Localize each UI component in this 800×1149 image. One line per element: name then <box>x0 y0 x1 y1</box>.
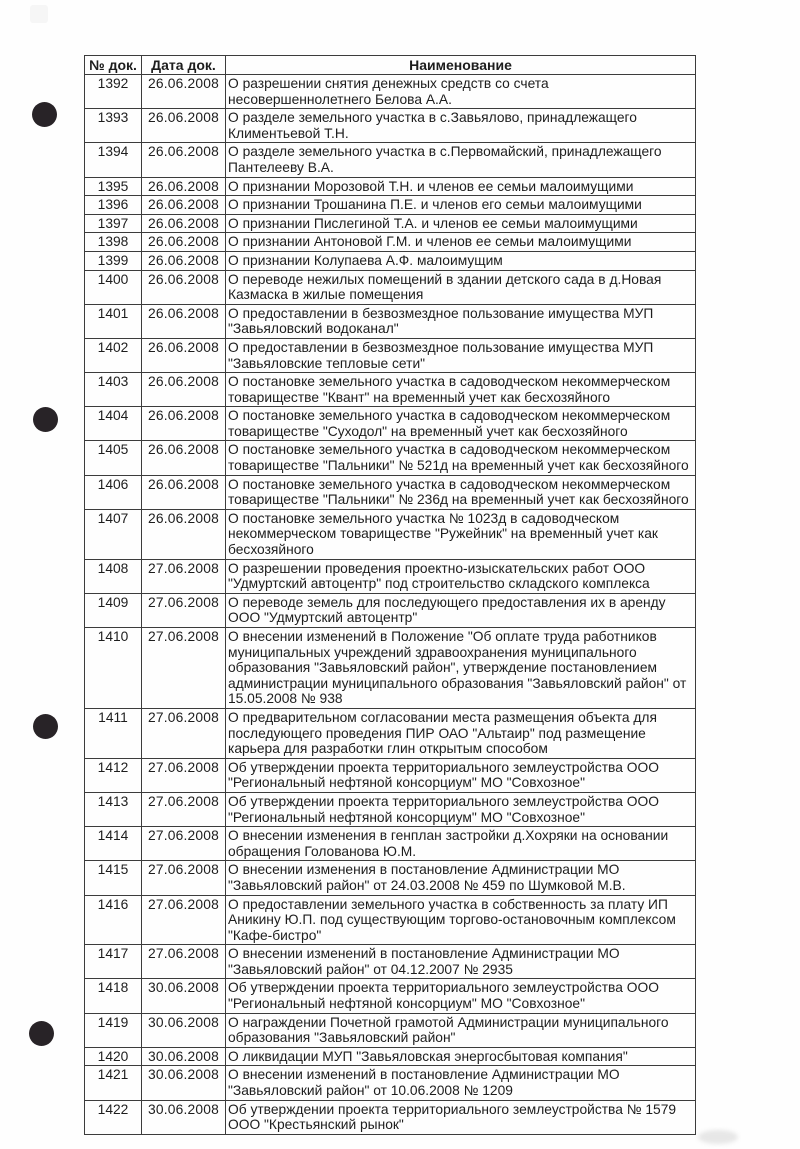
table-row <box>85 979 696 1013</box>
doc-date-cell: 26.06.2008 <box>142 109 226 143</box>
table-row <box>85 895 696 945</box>
doc-date-cell: 26.06.2008 <box>142 270 226 304</box>
table-row <box>85 251 696 270</box>
doc-date-cell: 30.06.2008 <box>142 1066 226 1100</box>
doc-number-cell: 1397 <box>85 214 142 233</box>
doc-title-cell: О разделе земельного участка в с.Завьялово, принадлежащего Климентьевой Т.Н. <box>226 109 696 143</box>
table-row <box>85 792 696 826</box>
doc-title-cell: Об утверждении проекта территориального землеустройства ООО "Региональный нефтяной консорциум" МО "Совхозное" <box>226 979 696 1013</box>
table-row <box>85 827 696 861</box>
table-row <box>85 143 696 177</box>
table-row <box>85 214 696 233</box>
doc-number-cell: 1394 <box>85 143 142 177</box>
column-header-doc-number: № док. <box>85 56 142 75</box>
doc-number-cell: 1414 <box>85 827 142 861</box>
table-row <box>85 1066 696 1100</box>
doc-title-cell: Об утверждении проекта территориального землеустройства ООО "Региональный нефтяной консорциум" МО "Совхозное" <box>226 758 696 792</box>
doc-title-cell: О предоставлении в безвозмездное пользование имущества МУП "Завьяловские тепловые сети" <box>226 338 696 372</box>
hole-punch-mark <box>33 714 58 739</box>
doc-number-cell: 1406 <box>85 475 142 509</box>
doc-title-cell: О переводе земель для последующего предоставления их в аренду ООО "Удмуртский автоцентр" <box>226 593 696 627</box>
doc-number-cell: 1407 <box>85 509 142 559</box>
table-row <box>85 509 696 559</box>
doc-title-cell: О переводе нежилых помещений в здании детского сада в д.Новая Казмаска в жилые помещения <box>226 270 696 304</box>
doc-title-cell: О внесении изменений в постановление Администрации МО "Завьяловский район" от 04.12.2007 № 2935 <box>226 945 696 979</box>
table-row <box>85 475 696 509</box>
doc-number-cell: 1411 <box>85 708 142 758</box>
doc-date-cell: 26.06.2008 <box>142 75 226 109</box>
doc-title-cell: О постановке земельного участка № 1023д в садоводческом некоммерческом товариществе "Ружейник" на временный учет как бесхозяйного <box>226 509 696 559</box>
doc-number-cell: 1405 <box>85 441 142 475</box>
doc-date-cell: 30.06.2008 <box>142 1047 226 1066</box>
doc-date-cell: 26.06.2008 <box>142 441 226 475</box>
doc-number-cell: 1415 <box>85 861 142 895</box>
table-body <box>85 75 696 1135</box>
doc-title-cell: О разделе земельного участка в с.Первомайский, принадлежащего Пантелееву В.А. <box>226 143 696 177</box>
doc-number-cell: 1418 <box>85 979 142 1013</box>
doc-title-cell: О внесении изменения в генплан застройки д.Хохряки на основании обращения Голованова Ю.М. <box>226 827 696 861</box>
doc-date-cell: 27.06.2008 <box>142 559 226 593</box>
doc-number-cell: 1416 <box>85 895 142 945</box>
doc-number-cell: 1408 <box>85 559 142 593</box>
doc-title-cell: Об утверждении проекта территориального землеустройства № 1579 ООО "Крестьянский рынок" <box>226 1100 696 1134</box>
table-row <box>85 559 696 593</box>
doc-number-cell: 1400 <box>85 270 142 304</box>
doc-date-cell: 27.06.2008 <box>142 758 226 792</box>
hole-punch-mark <box>32 102 57 127</box>
table-row <box>85 270 696 304</box>
doc-title-cell: О разрешении проведения проектно-изыскательских работ ООО "Удмуртский автоцентр" под строительство складского комплекса <box>226 559 696 593</box>
table-row <box>85 177 696 196</box>
doc-title-cell: Об утверждении проекта территориального землеустройства ООО "Региональный нефтяной консорциум" МО "Совхозное" <box>226 792 696 826</box>
table-row <box>85 1047 696 1066</box>
table-row <box>85 109 696 143</box>
doc-title-cell: О внесении изменений в постановление Администрации МО "Завьяловский район" от 10.06.2008 № 1209 <box>226 1066 696 1100</box>
doc-date-cell: 26.06.2008 <box>142 233 226 252</box>
doc-date-cell: 26.06.2008 <box>142 509 226 559</box>
table-row <box>85 945 696 979</box>
table-row <box>85 304 696 338</box>
doc-number-cell: 1393 <box>85 109 142 143</box>
doc-date-cell: 26.06.2008 <box>142 196 226 215</box>
doc-title-cell: О постановке земельного участка в садоводческом некоммерческом товариществе "Квант" на временный учет как бесхозяйного <box>226 373 696 407</box>
column-header-doc-title: Наименование <box>226 56 696 75</box>
document-register-table <box>84 55 696 1135</box>
doc-number-cell: 1413 <box>85 792 142 826</box>
doc-number-cell: 1399 <box>85 251 142 270</box>
doc-date-cell: 27.06.2008 <box>142 792 226 826</box>
doc-title-cell: О разрешении снятия денежных средств со счета несовершеннолетнего Белова А.А. <box>226 75 696 109</box>
doc-date-cell: 27.06.2008 <box>142 945 226 979</box>
doc-number-cell: 1395 <box>85 177 142 196</box>
doc-title-cell: О признании Колупаева А.Ф. малоимущим <box>226 251 696 270</box>
table-row <box>85 593 696 627</box>
doc-title-cell: О постановке земельного участка в садоводческом некоммерческом товариществе "Пальники" № 521д на временный учет как бесхозяйного <box>226 441 696 475</box>
doc-date-cell: 30.06.2008 <box>142 1013 226 1047</box>
table-row <box>85 407 696 441</box>
doc-date-cell: 26.06.2008 <box>142 304 226 338</box>
doc-number-cell: 1412 <box>85 758 142 792</box>
doc-number-cell: 1421 <box>85 1066 142 1100</box>
doc-number-cell: 1410 <box>85 628 142 709</box>
doc-date-cell: 26.06.2008 <box>142 214 226 233</box>
table-row <box>85 233 696 252</box>
doc-date-cell: 26.06.2008 <box>142 177 226 196</box>
table-row <box>85 628 696 709</box>
doc-number-cell: 1419 <box>85 1013 142 1047</box>
table-row <box>85 441 696 475</box>
doc-number-cell: 1392 <box>85 75 142 109</box>
doc-date-cell: 30.06.2008 <box>142 979 226 1013</box>
doc-title-cell: О предварительном согласовании места размещения объекта для последующего проведения ПИР ОАО "Альтаир" под размещение карьера для разработки глин открытым способом <box>226 708 696 758</box>
table-row <box>85 373 696 407</box>
doc-date-cell: 26.06.2008 <box>142 407 226 441</box>
doc-number-cell: 1422 <box>85 1100 142 1134</box>
doc-title-cell: О предоставлении земельного участка в собственность за плату ИП Аникину Ю.П. под существующим торгово-остановочным комплексом "Кафе-бистро" <box>226 895 696 945</box>
doc-title-cell: О признании Пислегиной Т.А. и членов ее семьи малоимущими <box>226 214 696 233</box>
table-row <box>85 338 696 372</box>
doc-number-cell: 1401 <box>85 304 142 338</box>
table-row <box>85 708 696 758</box>
doc-title-cell: О награждении Почетной грамотой Администрации муниципального образования "Завьяловский район" <box>226 1013 696 1047</box>
table-header-row <box>85 56 696 75</box>
doc-title-cell: О внесении изменения в постановление Администрации МО "Завьяловский район" от 24.03.2008 № 459 по Шумковой М.В. <box>226 861 696 895</box>
hole-punch-mark <box>33 407 58 432</box>
doc-number-cell: 1417 <box>85 945 142 979</box>
doc-title-cell: О постановке земельного участка в садоводческом некоммерческом товариществе "Пальники" № 236д на временный учет как бесхозяйного <box>226 475 696 509</box>
doc-title-cell: О признании Морозовой Т.Н. и членов ее семьи малоимущими <box>226 177 696 196</box>
doc-date-cell: 27.06.2008 <box>142 628 226 709</box>
doc-number-cell: 1396 <box>85 196 142 215</box>
hole-punch-mark <box>29 1021 54 1046</box>
scan-smudge <box>698 1130 738 1144</box>
doc-date-cell: 27.06.2008 <box>142 895 226 945</box>
doc-date-cell: 26.06.2008 <box>142 373 226 407</box>
doc-number-cell: 1409 <box>85 593 142 627</box>
doc-number-cell: 1403 <box>85 373 142 407</box>
doc-date-cell: 27.06.2008 <box>142 593 226 627</box>
doc-date-cell: 26.06.2008 <box>142 143 226 177</box>
doc-number-cell: 1420 <box>85 1047 142 1066</box>
table-row <box>85 75 696 109</box>
doc-title-cell: О постановке земельного участка в садоводческом некоммерческом товариществе "Суходол" на временный учет как бесхозяйного <box>226 407 696 441</box>
doc-date-cell: 30.06.2008 <box>142 1100 226 1134</box>
doc-title-cell: О внесении изменений в Положение "Об оплате труда работников муниципальных учреждений здравоохранения муниципального образования "Завьяловский район", утверждение постановлением администрации муниципального образования "Завьяловский район" от 15.05.2008 № 938 <box>226 628 696 709</box>
doc-date-cell: 26.06.2008 <box>142 475 226 509</box>
scan-artifact-mark <box>30 5 48 23</box>
doc-date-cell: 26.06.2008 <box>142 251 226 270</box>
doc-title-cell: О признании Антоновой Г.М. и членов ее семьи малоимущими <box>226 233 696 252</box>
table-row <box>85 861 696 895</box>
doc-title-cell: О ликвидации МУП "Завьяловская энергосбытовая компания" <box>226 1047 696 1066</box>
table-row <box>85 758 696 792</box>
doc-number-cell: 1404 <box>85 407 142 441</box>
table-row <box>85 1100 696 1134</box>
doc-number-cell: 1402 <box>85 338 142 372</box>
doc-title-cell: О предоставлении в безвозмездное пользование имущества МУП "Завьяловский водоканал" <box>226 304 696 338</box>
doc-title-cell: О признании Трошанина П.Е. и членов его семьи малоимущими <box>226 196 696 215</box>
table-row <box>85 196 696 215</box>
table-row <box>85 1013 696 1047</box>
doc-date-cell: 26.06.2008 <box>142 338 226 372</box>
doc-date-cell: 27.06.2008 <box>142 827 226 861</box>
doc-date-cell: 27.06.2008 <box>142 861 226 895</box>
doc-date-cell: 27.06.2008 <box>142 708 226 758</box>
doc-number-cell: 1398 <box>85 233 142 252</box>
column-header-doc-date: Дата док. <box>142 56 226 75</box>
